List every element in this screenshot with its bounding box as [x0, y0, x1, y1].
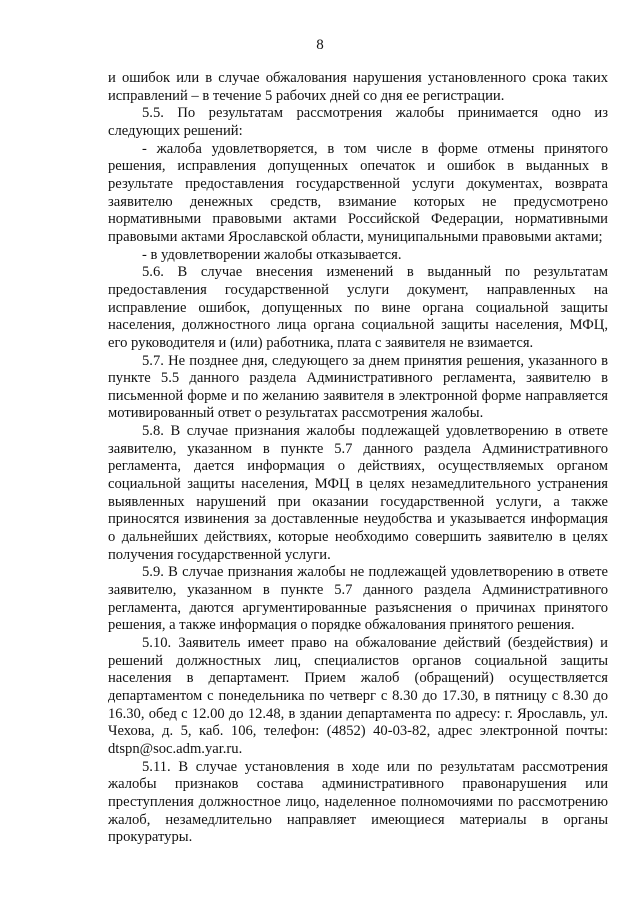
paragraph-5-11: 5.11. В случае установления в ходе или по результатам рассмотрения жалобы признаков состава административного правонарушения или преступления должностное лицо, наделенное полномочиями по рассмотрению жалоб, незамедлительно направляет имеющиеся материалы в органы прокуратуры.: [108, 758, 608, 846]
paragraph-continuation: и ошибок или в случае обжалования нарушения установленного срока таких исправлений – в течение 5 рабочих дней со дня ее регистрации.: [108, 70, 608, 104]
paragraph-5-5: 5.5. По результатам рассмотрения жалобы принимается одно из следующих решений:: [108, 105, 608, 139]
list-item-complaint-satisfied: - жалоба удовлетворяется, в том числе в форме отмены принятого решения, исправления допущенных опечаток и ошибок в выданных в результате предоставления государственной услуги документах, возврата заявителю денежных средств, взимание которых не предусмотрено нормативными правовыми актами Российской Федерации, нормативными правовыми актами Ярославской области, муниципальными правовыми актами;: [108, 140, 608, 245]
paragraph-5-10: 5.10. Заявитель имеет право на обжалование действий (бездействия) и решений должностных лиц, специалистов органов социальной защиты населения в департамент. Прием жалоб (обращений) осуществляется департаментом с понедельника по четверг с 8.30 до 17.30, в пятницу с 8.30 до 16.30, обед с 12.00 до 12.48, в здании департамента по адресу: г. Ярославль, ул. Чехова, д. 5, каб. 106, телефон: (4852) 40-03-82, адрес электронной почты: dtspn@soc.adm.yar.ru.: [108, 635, 608, 757]
list-item-complaint-refused: - в удовлетворении жалобы отказывается.: [142, 246, 402, 263]
paragraph-5-7: 5.7. Не позднее дня, следующего за днем принятия решения, указанного в пункте 5.5 данного раздела Административного регламента, заявителю в письменной форме и по желанию заявителя в электронной форме направляется мотивированный ответ о результатах рассмотрения жалобы.: [108, 352, 608, 422]
document-body: [108, 70, 608, 847]
paragraph-5-6: 5.6. В случае внесения изменений в выданный по результатам предоставления государственной услуги документ, направленных на исправление ошибок, допущенных по вине органа социальной защиты населения, должностного лица органа социальной защиты населения, МФЦ, его руководителя и (или) работника, плата с заявителя не взимается.: [108, 264, 608, 351]
page-number: 8: [316, 37, 324, 53]
paragraph-5-8: 5.8. В случае признания жалобы подлежащей удовлетворению в ответе заявителю, указанном в пункте 5.7 данного раздела Административного регламента, дается информация о действиях, осуществляемых органом социальной защиты населения, МФЦ в целях незамедлительного устранения выявленных нарушений при оказании государственной услуги, а также приносятся извинения за доставленные неудобства и указывается информация о дальнейших действиях, которые необходимо совершить заявителю в целях получения государственной услуги.: [108, 423, 608, 563]
paragraph-5-9: 5.9. В случае признания жалобы не подлежащей удовлетворению в ответе заявителю, указанном в пункте 5.7 данного раздела Административного регламента, даются аргументированные разъяснения о причинах принятого решения, а также информация о порядке обжалования принятого решения.: [108, 564, 608, 634]
